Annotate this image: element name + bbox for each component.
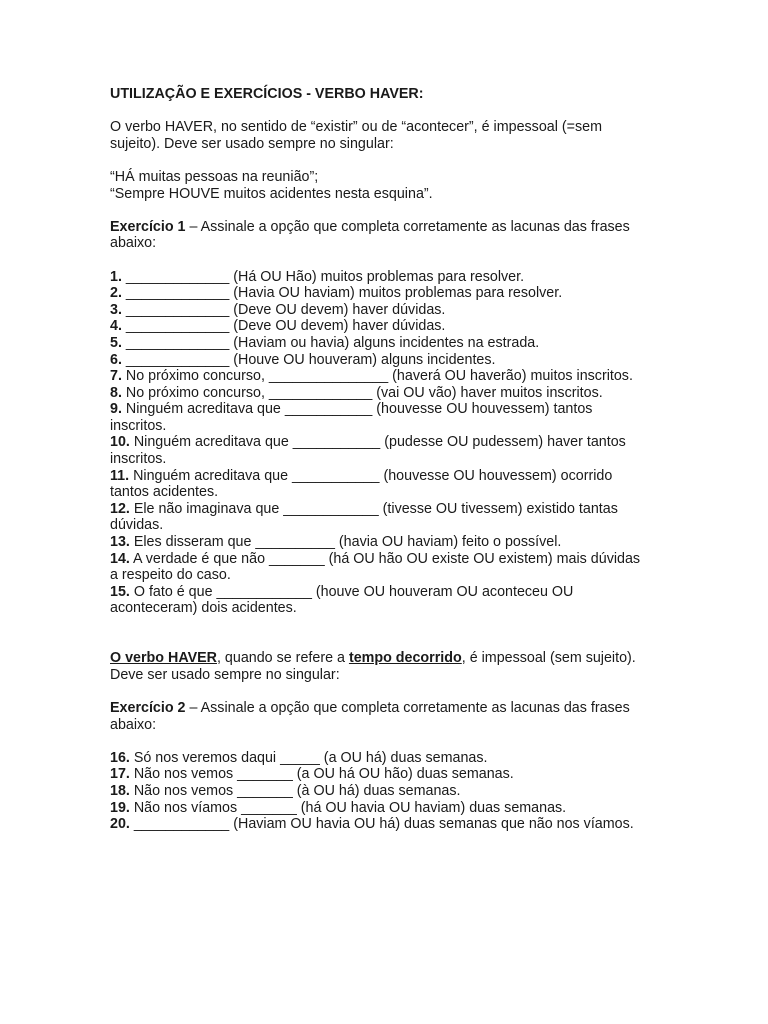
item-number: 20. <box>110 816 130 833</box>
item-text: No próximo concurso, _____________ (vai OU vão) haver muitos inscritos. <box>121 384 603 401</box>
exercise-item <box>110 534 710 551</box>
exercise-item <box>110 285 710 302</box>
item-number: 4. <box>110 318 122 335</box>
item-number: 12. <box>110 500 130 517</box>
item-text: inscritos. <box>110 451 167 468</box>
item-text: _____________ (Houve OU houveram) alguns incidentes. <box>121 351 496 368</box>
exercise-item <box>110 468 710 501</box>
exercise-item <box>110 269 710 286</box>
exercise-item <box>110 352 710 369</box>
item-number: 6. <box>110 351 122 368</box>
item-number: 1. <box>110 268 122 285</box>
item-text: Não nos vemos _______ (a OU há OU hão) duas semanas. <box>129 766 514 783</box>
section-2-paragraph <box>110 650 710 683</box>
item-text: Só nos veremos daqui _____ (a OU há) duas semanas. <box>129 749 488 766</box>
exercise-item <box>110 766 710 783</box>
item-text: _____________ (Haviam ou havia) alguns incidentes na estrada. <box>121 334 540 351</box>
example-2: “Sempre HOUVE muitos acidentes nesta esquina”. <box>110 185 433 202</box>
item-number: 14. <box>110 550 130 567</box>
document-page <box>110 86 710 833</box>
exercise-2-text: – Assinale a opção que completa corretamente as lacunas das frases <box>185 699 630 716</box>
exercise-2-text-line-2: abaixo: <box>110 716 157 733</box>
item-text: aconteceram) dois acidentes. <box>110 600 297 617</box>
exercise-2-instructions <box>110 700 710 733</box>
exercise-item <box>110 800 710 817</box>
section-2-mid: , quando se refere a <box>216 650 349 667</box>
exercise-item <box>110 335 710 352</box>
item-number: 16. <box>110 749 130 766</box>
item-number: 18. <box>110 782 130 799</box>
exercise-item <box>110 584 710 617</box>
exercise-item <box>110 816 710 833</box>
item-number: 2. <box>110 285 122 302</box>
item-number: 11. <box>110 467 130 484</box>
section-2-term: tempo decorrido <box>348 650 462 667</box>
item-text: Ninguém acreditava que ___________ (houvesse OU houvessem) ocorrido <box>129 467 613 484</box>
item-text: O fato é que ____________ (houve OU houveram OU aconteceu OU <box>129 583 574 600</box>
exercise-1-text-line-2: abaixo: <box>110 235 157 252</box>
exercise-item <box>110 434 710 467</box>
item-text: A verdade é que não _______ (há OU hão OU existe OU existem) mais dúvidas <box>129 550 641 567</box>
exercise-item <box>110 501 710 534</box>
exercise-item <box>110 318 710 335</box>
item-text: Ninguém acreditava que ___________ (houvesse OU houvessem) tantos <box>121 401 593 418</box>
item-number: 8. <box>110 384 122 401</box>
exercise-item <box>110 783 710 800</box>
item-text: _____________ (Havia OU haviam) muitos problemas para resolver. <box>121 285 563 302</box>
item-number: 17. <box>110 766 130 783</box>
exercise-item <box>110 750 710 767</box>
item-text: tantos acidentes. <box>110 484 219 501</box>
item-text: ____________ (Haviam OU havia OU há) duas semanas que não nos víamos. <box>129 816 634 833</box>
examples-block <box>110 169 710 202</box>
section-2-line-2: Deve ser usado sempre no singular: <box>110 666 340 683</box>
section-2-lead: O verbo HAVER <box>110 650 217 667</box>
item-text: Ninguém acreditava que ___________ (pudesse OU pudessem) haver tantos <box>129 434 626 451</box>
item-text: dúvidas. <box>110 517 164 534</box>
exercise-1-label: Exercício 1 <box>110 218 186 235</box>
item-text: _____________ (Deve OU devem) haver dúvidas. <box>121 318 446 335</box>
item-number: 7. <box>110 368 122 385</box>
intro-line-1: O verbo HAVER, no sentido de “existir” ou de “acontecer”, é impessoal (=sem <box>110 119 602 136</box>
example-1: “HÁ muitas pessoas na reunião”; <box>110 168 319 185</box>
item-text: No próximo concurso, _______________ (haverá OU haverão) muitos inscritos. <box>121 368 633 385</box>
item-number: 10. <box>110 434 130 451</box>
exercise-item <box>110 551 710 584</box>
item-text: Eles disseram que __________ (havia OU haviam) feito o possível. <box>129 534 562 551</box>
exercise-item <box>110 401 710 434</box>
intro-line-2: sujeito). Deve ser usado sempre no singular: <box>110 135 394 152</box>
item-number: 9. <box>110 401 122 418</box>
exercise-item <box>110 385 710 402</box>
intro-paragraph <box>110 119 710 152</box>
item-text: Não nos víamos _______ (há OU havia OU haviam) duas semanas. <box>129 799 567 816</box>
exercise-item <box>110 302 710 319</box>
exercise-1-text: – Assinale a opção que completa corretamente as lacunas das frases <box>185 218 630 235</box>
item-number: 19. <box>110 799 130 816</box>
item-number: 3. <box>110 301 122 318</box>
exercise-2-list <box>110 750 710 833</box>
item-number: 5. <box>110 334 122 351</box>
exercise-1-instructions <box>110 219 710 252</box>
item-text: inscritos. <box>110 417 167 434</box>
exercise-2-label: Exercício 2 <box>110 699 186 716</box>
exercise-item <box>110 368 710 385</box>
item-number: 13. <box>110 534 130 551</box>
document-title: UTILIZAÇÃO E EXERCÍCIOS - VERBO HAVER: <box>110 86 424 102</box>
item-number: 15. <box>110 583 130 600</box>
exercise-1-list <box>110 269 710 617</box>
section-2-end: , é impessoal (sem sujeito). <box>461 650 636 667</box>
item-text: Ele não imaginava que ____________ (tivesse OU tivessem) existido tantas <box>129 500 618 517</box>
item-text: _____________ (Há OU Hão) muitos problemas para resolver. <box>121 268 525 285</box>
item-text: _____________ (Deve OU devem) haver dúvidas. <box>121 301 446 318</box>
item-text: a respeito do caso. <box>110 567 231 584</box>
item-text: Não nos vemos _______ (à OU há) duas semanas. <box>129 782 461 799</box>
